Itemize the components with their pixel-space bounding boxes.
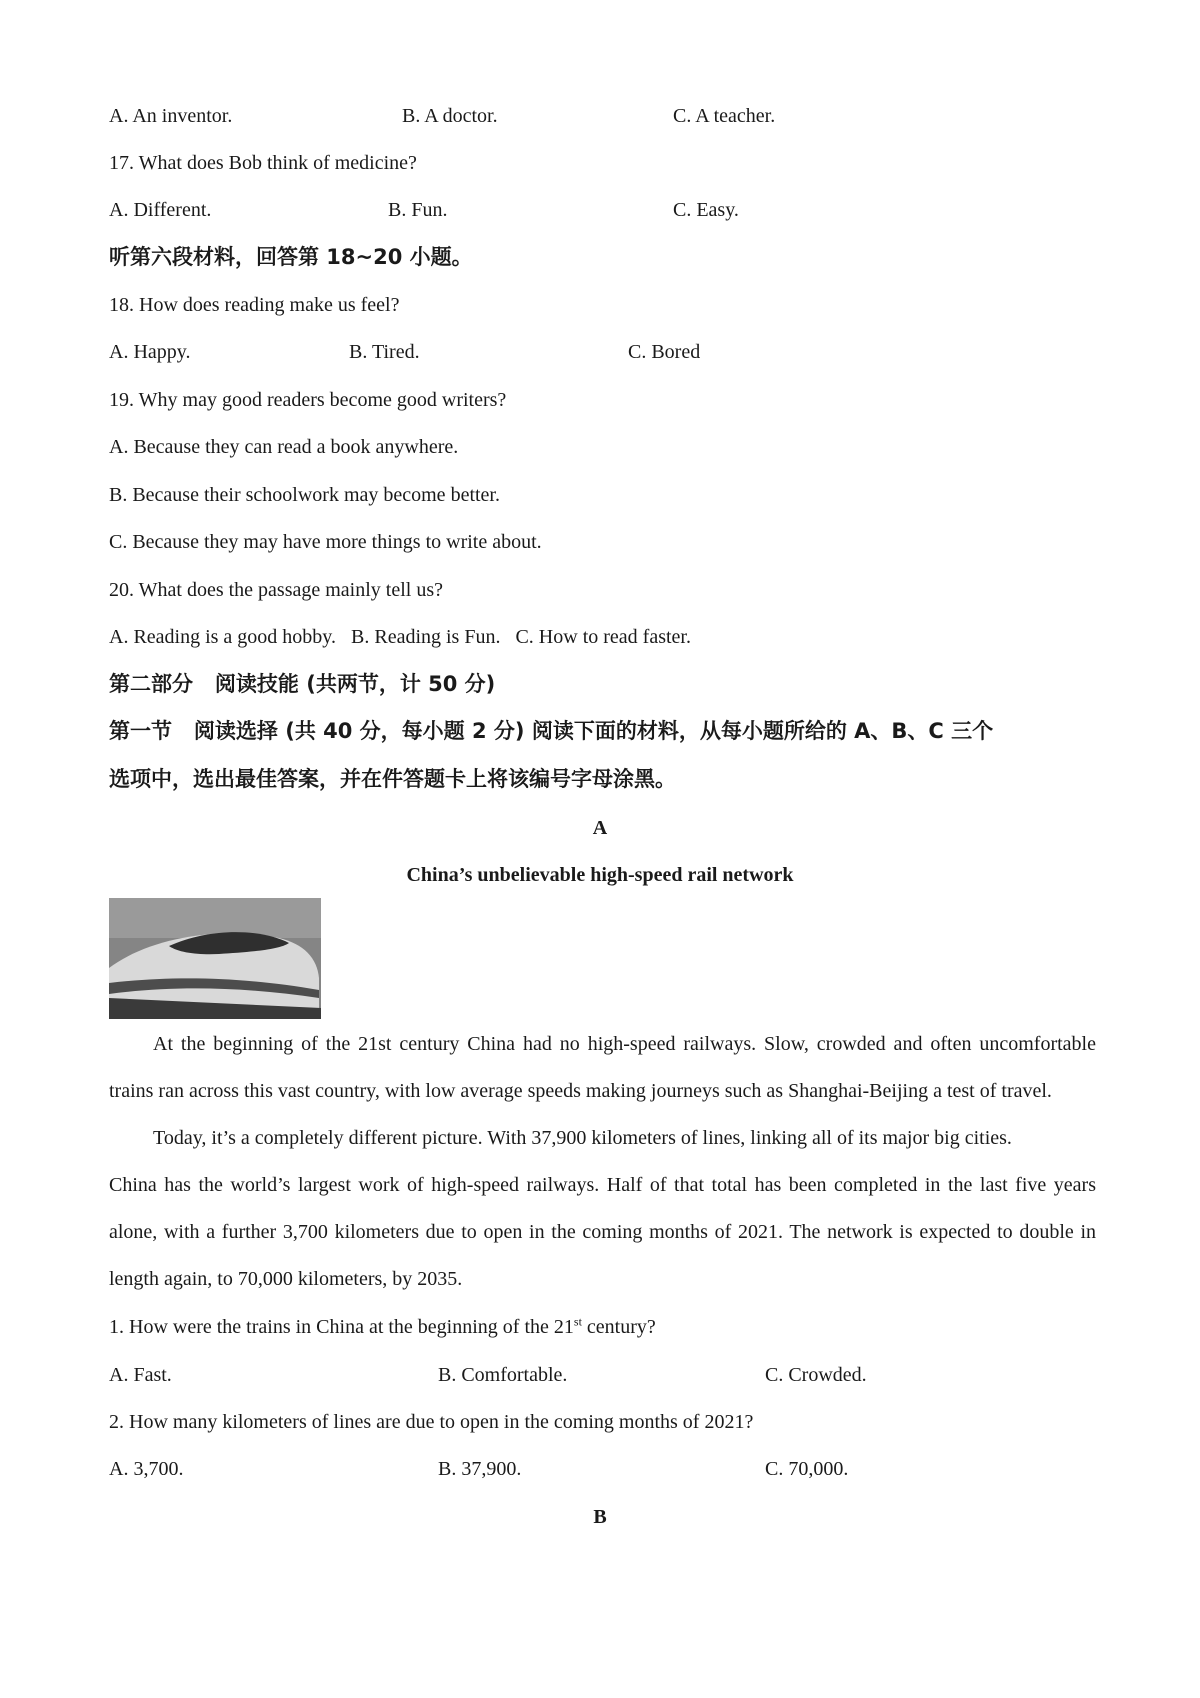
q16-options — [0, 104, 1200, 128]
q1-question — [109, 1315, 656, 1339]
q2-option-b: B. 37,900. — [438, 1458, 522, 1480]
q20-options: A. Reading is a good hobby. B. Reading is Fun. C. How to read faster. — [109, 626, 691, 648]
section6-heading: 听第六段材料，回答第 18~20 小题。 — [109, 245, 473, 269]
q17-option-c: C. Easy. — [673, 199, 739, 221]
q1-option-b: B. Comfortable. — [438, 1364, 568, 1386]
passage-b-letter: B — [593, 1506, 607, 1528]
section1-instructions-line1: 第一节 阅读选择 (共 40 分，每小题 2 分) 阅读下面的材料，从每小题所给的 A、B、C 三个 — [109, 719, 994, 743]
q16-option-a: A. An inventor. — [109, 105, 233, 127]
q16-option-c: C. A teacher. — [673, 105, 776, 127]
q2-question: 2. How many kilometers of lines are due to open in the coming months of 2021? — [109, 1411, 754, 1433]
q1-option-c: C. Crowded. — [765, 1364, 867, 1386]
q18-question: 18. How does reading make us feel? — [109, 294, 400, 316]
q18-option-a: A. Happy. — [109, 341, 191, 363]
high-speed-train-photo — [109, 898, 321, 1019]
q19-option-a: A. Because they can read a book anywhere. — [109, 436, 459, 458]
passage-a-title: China’s unbelievable high-speed rail network — [406, 864, 794, 886]
q17-options — [0, 198, 1200, 222]
q18-options — [0, 340, 1200, 364]
q17-option-b: B. Fun. — [388, 199, 448, 221]
q2-option-a: A. 3,700. — [109, 1458, 184, 1480]
passage-a-paragraph-2 — [109, 1115, 1096, 1303]
q17-option-a: A. Different. — [109, 199, 212, 221]
passage-a-paragraph-2-line1: Today, it’s a completely different picture. With 37,900 kilometers of lines, linking all of its major big cities. — [153, 1127, 1012, 1149]
passage-a-letter: A — [592, 817, 608, 839]
q20-question: 20. What does the passage mainly tell us? — [109, 579, 443, 601]
passage-a-paragraph-1 — [109, 1021, 1096, 1115]
q1-question-text: 1. How were the trains in China at the beginning of the 21 — [109, 1316, 574, 1338]
q1-option-a: A. Fast. — [109, 1364, 172, 1386]
passage-a-paragraph-2-rest: China has the world’s largest work of high-speed railways. Half of that total has been completed in the last five years alone, with a further 3,700 kilometers due to open in the coming months of 2021. The network is expected to double in length again, to 70,000 kilometers, by 2035. — [109, 1174, 1096, 1290]
q2-options — [0, 1457, 1200, 1481]
q17-question: 17. What does Bob think of medicine? — [109, 152, 417, 174]
q1-options — [0, 1363, 1200, 1387]
passage-a-paragraph-1-text: At the beginning of the 21st century China had no high-speed railways. Slow, crowded and often uncomfortable trains ran across this vast country, with low average speeds making journeys such as Shanghai-Beijing a test of travel. — [109, 1033, 1096, 1102]
q19-question: 19. Why may good readers become good writers? — [109, 389, 507, 411]
q18-option-b: B. Tired. — [349, 341, 420, 363]
q19-option-c: C. Because they may have more things to write about. — [109, 531, 542, 553]
q1-question-end: century? — [581, 1316, 656, 1338]
section1-instructions-line2: 选项中，选出最佳答案，并在件答题卡上将该编号字母涂黑。 — [109, 767, 676, 791]
q2-option-c: C. 70,000. — [765, 1458, 849, 1480]
part2-heading: 第二部分 阅读技能 (共两节，计 50 分) — [109, 672, 496, 696]
q19-option-b: B. Because their schoolwork may become better. — [109, 484, 500, 506]
q18-option-c: C. Bored — [628, 341, 701, 363]
q1-question-superscript: st — [573, 1314, 582, 1329]
train-photo-graphic — [109, 898, 321, 1019]
q16-option-b: B. A doctor. — [402, 105, 498, 127]
